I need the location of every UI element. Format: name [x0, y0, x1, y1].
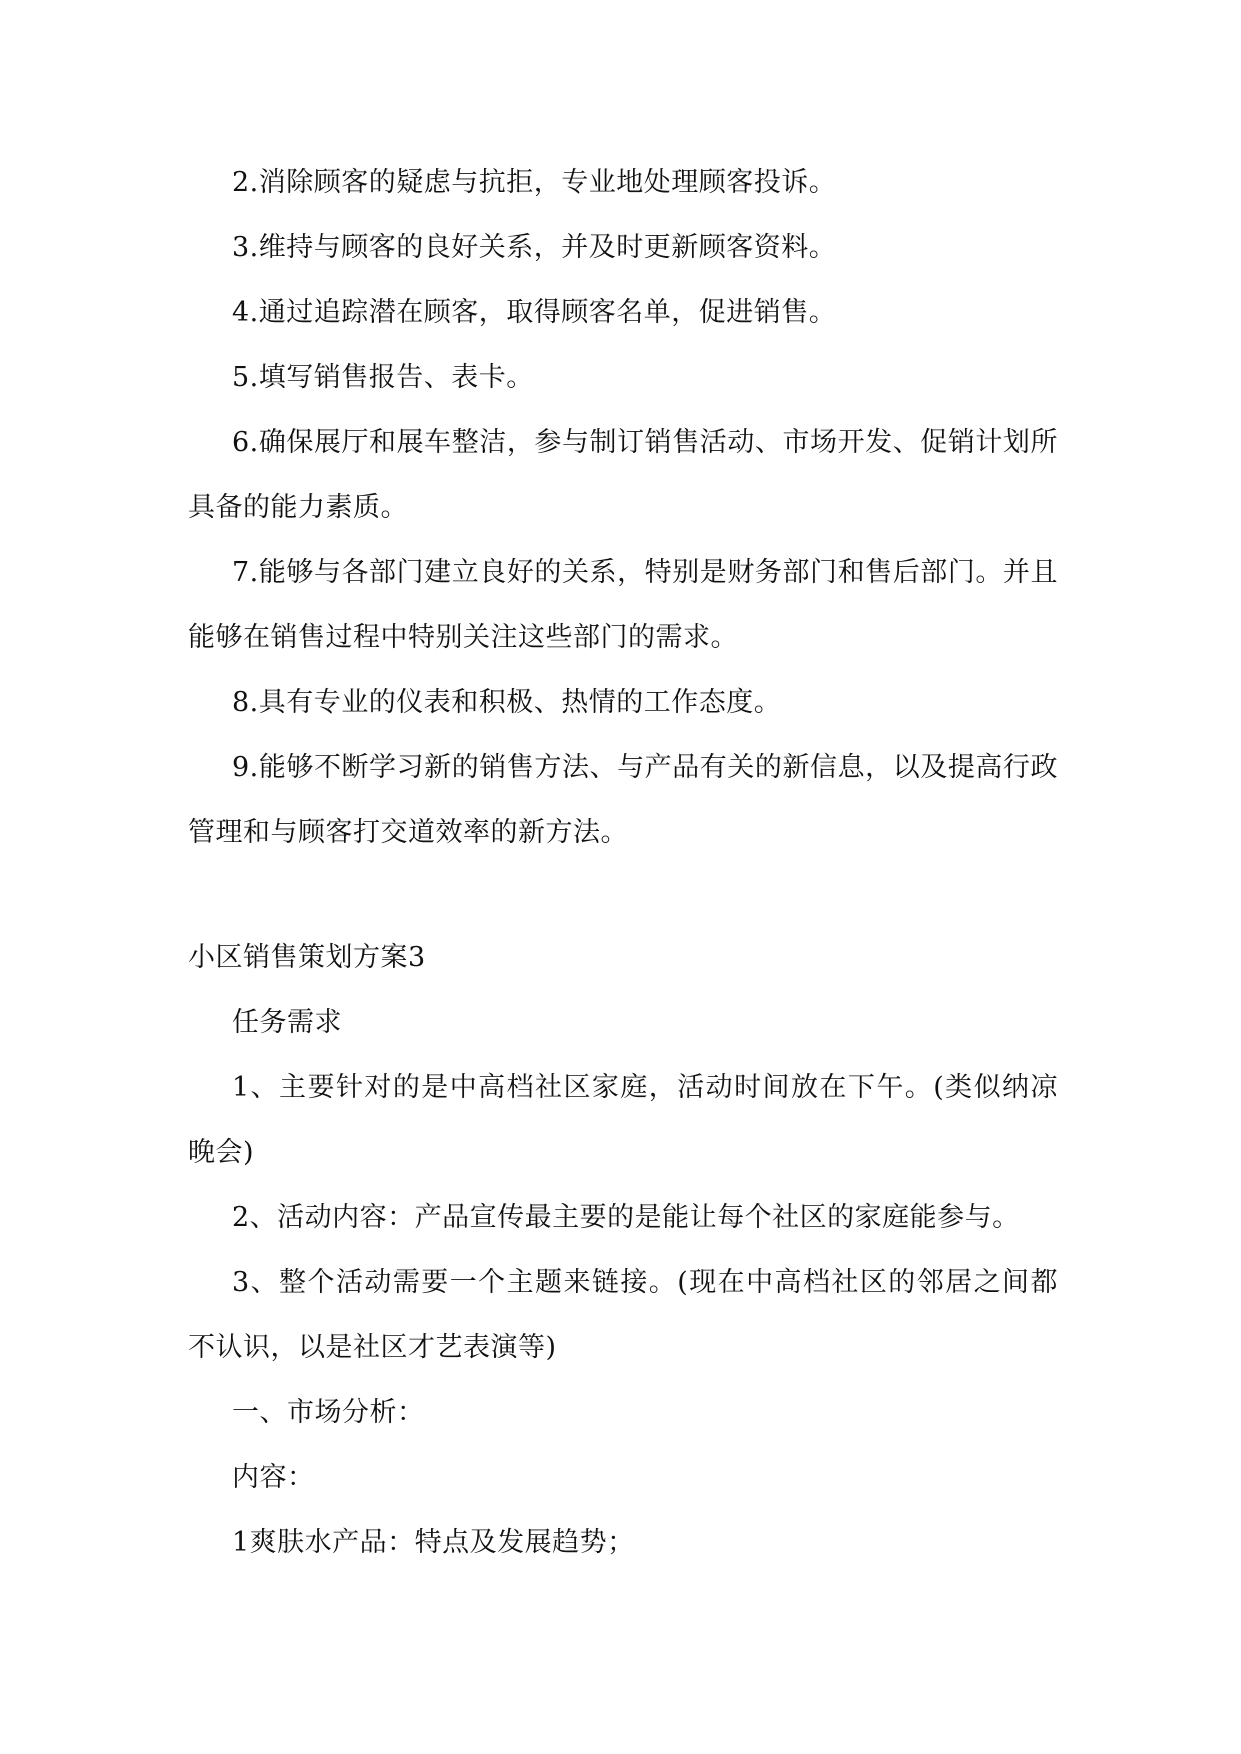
- list-item: 6.确保展厅和展车整洁，参与制订销售活动、市场开发、促销计划所具备的能力素质。: [188, 427, 1058, 523]
- list-item: 4.通过追踪潜在顾客，取得顾客名单，促进销售。: [232, 297, 837, 328]
- task-heading: 任务需求: [232, 1007, 342, 1038]
- list-item: 8.具有专业的仪表和积极、热情的工作态度。: [232, 687, 782, 718]
- list-item: 7.能够与各部门建立良好的关系，特别是财务部门和售后部门。并且能够在销售过程中特别关注这些部门的需求。: [188, 557, 1058, 653]
- content-item: 1爽肤水产品：特点及发展趋势；: [232, 1527, 635, 1558]
- requirement-item: 3、整个活动需要一个主题来链接。(现在中高档社区的邻居之间都不认识，以是社区才艺表演等): [188, 1267, 1058, 1363]
- list-item: 9.能够不断学习新的销售方法、与产品有关的新信息，以及提高行政管理和与顾客打交道效率的新方法。: [188, 752, 1058, 848]
- market-heading: 一、市场分析：: [232, 1397, 425, 1428]
- requirement-item: 1、主要针对的是中高档社区家庭，活动时间放在下午。(类似纳凉晚会): [188, 1072, 1058, 1168]
- section-title: 小区销售策划方案3: [188, 942, 426, 973]
- list-item: 2.消除顾客的疑虑与抗拒，专业地处理顾客投诉。: [232, 167, 837, 198]
- requirement-item: 2、活动内容：产品宣传最主要的是能让每个社区的家庭能参与。: [232, 1202, 1020, 1233]
- list-item: 5.填写销售报告、表卡。: [232, 362, 534, 393]
- content-label: 内容：: [232, 1462, 315, 1493]
- list-item: 3.维持与顾客的良好关系，并及时更新顾客资料。: [232, 232, 837, 263]
